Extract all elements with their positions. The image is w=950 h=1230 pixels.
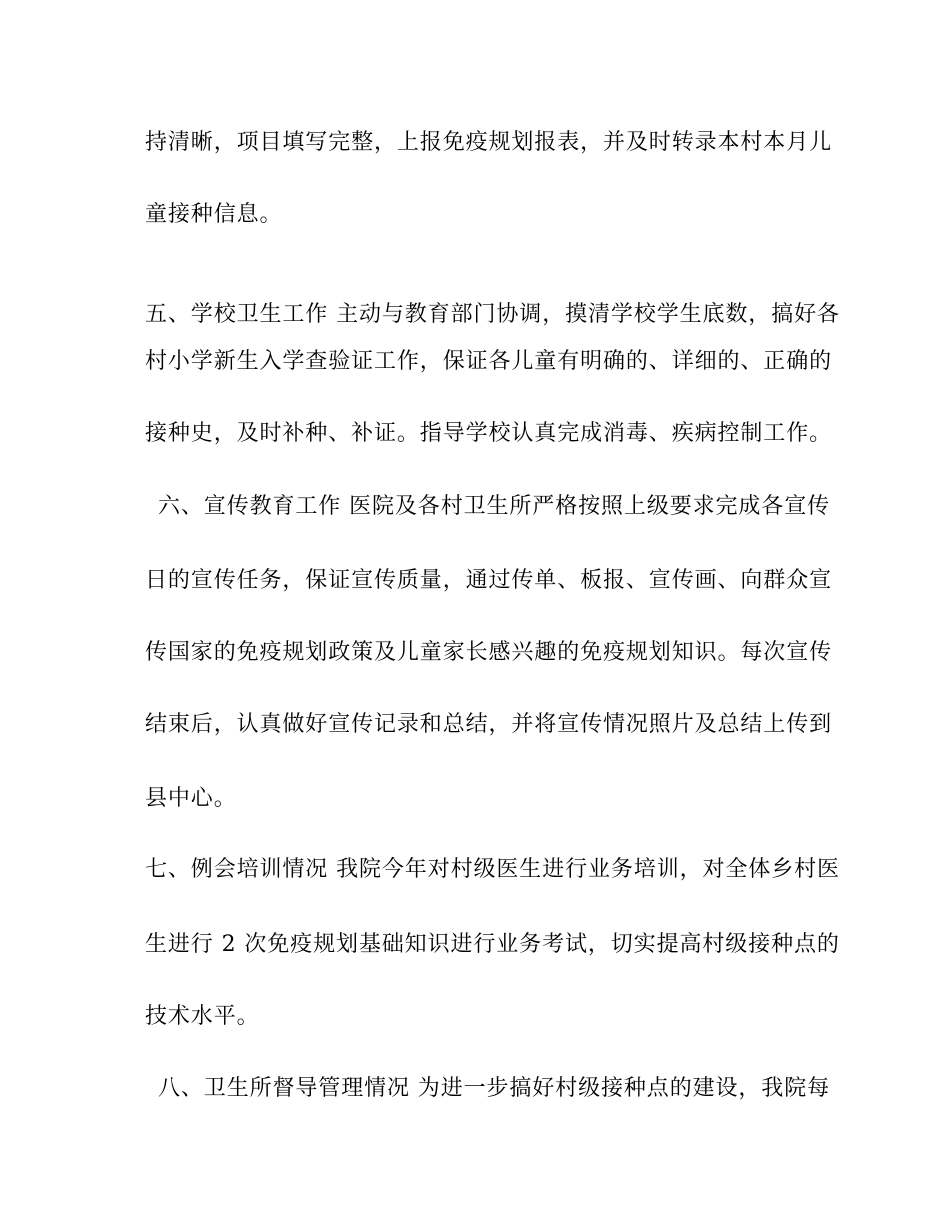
section-six-heading-line: 六、宣传教育工作 医院及各村卫生所严格按照上级要求完成各宣传 [158, 494, 830, 519]
body-text-line: 日的宣传任务，保证宣传质量，通过传单、板报、宣传画、向群众宣 [145, 568, 833, 593]
section-eight-heading-line: 八、卫生所督导管理情况 为进一步搞好村级接种点的建设，我院每 [158, 1076, 830, 1101]
body-text-line: 持清晰，项目填写完整，上报免疫规划报表，并及时转录本村本月儿 [145, 130, 833, 155]
body-text-line: 县中心。 [145, 786, 237, 811]
section-seven-heading-line: 七、例会培训情况 我院今年对村级医生进行业务培训，对全体乡村医 [145, 857, 840, 882]
body-text-line: 接种史，及时补种、补证。指导学校认真完成消毒、疾病控制工作。 [145, 421, 833, 446]
body-text-line: 结束后，认真做好宣传记录和总结，并将宣传情况照片及总结上传到 [145, 712, 833, 737]
body-text-line: 生进行 2 次免疫规划基础知识进行业务考试，切实提高村级接种点的 [145, 932, 840, 957]
body-text-line: 童接种信息。 [145, 202, 283, 227]
body-text-line: 村小学新生入学查验证工作，保证各儿童有明确的、详细的、正确的 [145, 349, 833, 374]
body-text-line: 传国家的免疫规划政策及儿童家长感兴趣的免疫规划知识。每次宣传 [145, 640, 833, 665]
body-text-line: 技术水平。 [145, 1004, 260, 1029]
section-five-heading-line: 五、学校卫生工作 主动与教育部门协调，摸清学校学生底数，搞好各 [145, 302, 840, 327]
